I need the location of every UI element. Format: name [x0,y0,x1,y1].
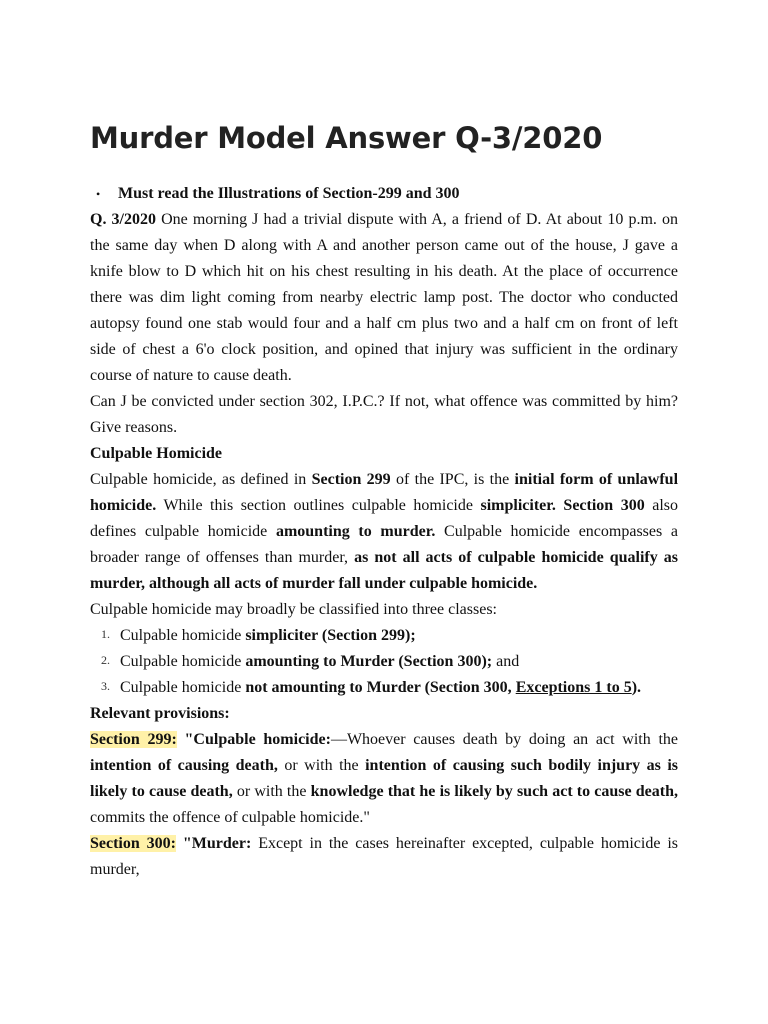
text-run: Culpable homicide encompasses a broader range of offenses than murder, [90,523,679,566]
bold-run: Section 299 [311,471,391,488]
text-run: Culpable homicide [120,653,246,670]
bold-run: intention of causing such bodily injury as is likely to cause death, [90,757,679,800]
list-item [90,675,678,701]
text-run: of the IPC, is the [390,471,515,488]
classes-list [90,623,678,701]
bold-run: amounting to murder. [275,523,436,540]
list-number: 1. [101,627,110,641]
document-body [90,181,678,883]
list-item [90,649,678,675]
question-ask: Can J be convicted under section 302, I.P.C.? If not, what offence was committed by him? Give reasons. [90,393,678,436]
bold-run: simpliciter (Section 299); [245,627,416,644]
bullet-icon: • [96,187,101,201]
text-run: or with the [277,757,366,774]
list-item [90,623,678,649]
page-title: Murder Model Answer Q-3/2020 [90,121,603,155]
text-run: or with the [232,783,311,800]
bold-run: initial form of unlawful homicide. [90,471,679,514]
provisions-heading: Relevant provisions: [90,705,230,722]
bold-run: amounting to Murder (Section 300); [245,653,493,670]
section-299-highlight: Section 299: [90,731,177,748]
bold-run: not amounting to Murder (Section 300, [245,679,516,696]
text-run: and [492,653,520,670]
bold-run: knowledge that he is likely by such act to cause death, [310,783,678,800]
bold-run: simpliciter. Section 300 [480,497,645,514]
text-run: Culpable homicide [120,679,246,696]
question-label: Q. 3/2020 [90,211,156,228]
section-299-paragraph [90,727,678,831]
section-300-paragraph [90,831,678,883]
list-number: 2. [101,653,110,667]
culpable-heading: Culpable Homicide [90,445,223,462]
bullet-note-text: Must read the Illustrations of Section-299 and 300 [118,185,460,202]
text-run: Culpable homicide [120,627,246,644]
culpable-paragraph [90,467,678,597]
text-run: Except in the cases hereinafter excepted, culpable homicide is murder, [90,835,679,878]
question-text: One morning J had a trivial dispute with A, a friend of D. At about 10 p.m. on the same day when D along with A and another person came out of the house, J gave a knife blow to D which hit on his chest resulting in his death. At the place of occurrence there was dim light coming from nearby electric lamp post. The doctor who conducted autopsy found one stab would four and a half cm plus two and a half cm on front of left side of chest a 6'o clock position, and opined that injury was sufficient in the ordinary course of nature to cause death. [90,211,678,384]
question-paragraph [90,207,678,389]
list-number: 3. [101,679,110,693]
bold-run: "Culpable homicide: [176,731,331,748]
text-run: Culpable homicide, as defined in [90,471,312,488]
text-run: —Whoever causes death by doing an act with the [330,731,678,748]
bold-run: as not all acts of culpable homicide qualify as murder, although all acts of murder fall under culpable homicide. [90,549,678,592]
bold-run: "Murder: [176,835,252,852]
bold-run: ). [631,679,642,696]
bold-run: intention of causing death, [90,757,278,774]
section-300-highlight: Section 300: [90,835,176,852]
bullet-note [90,181,678,207]
text-run: also defines culpable homicide [90,497,679,540]
classes-intro: Culpable homicide may broadly be classified into three classes: [90,601,497,618]
exceptions-link[interactable]: Exceptions 1 to 5 [515,679,632,696]
text-run: While this section outlines culpable homicide [156,497,481,514]
text-run: commits the offence of culpable homicide." [90,809,370,826]
